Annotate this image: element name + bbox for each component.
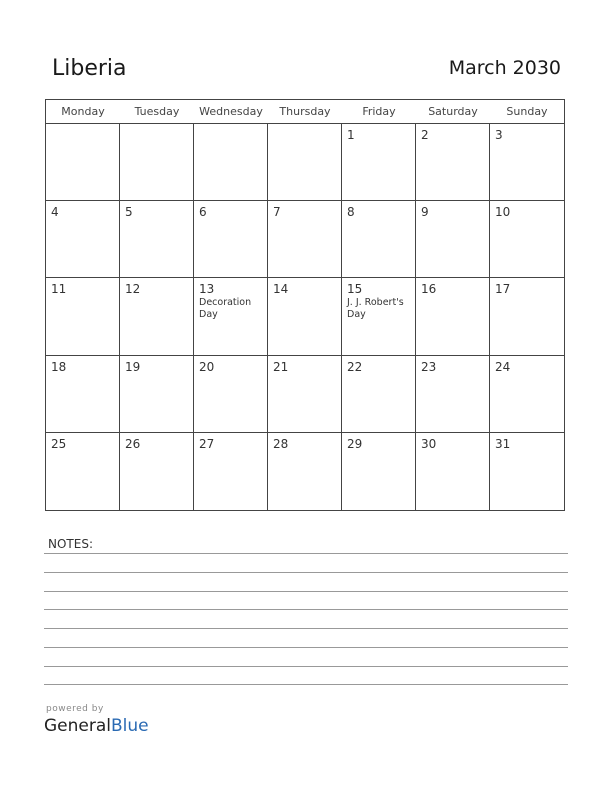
day-cell[interactable]: [490, 433, 564, 510]
day-number: 11: [51, 282, 67, 297]
day-cell[interactable]: [268, 124, 342, 201]
notes-line[interactable]: [44, 553, 568, 554]
notes-line[interactable]: [44, 647, 568, 648]
notes-line[interactable]: [44, 591, 568, 592]
day-cell[interactable]: [46, 278, 120, 355]
day-number: 27: [199, 436, 215, 451]
day-cell[interactable]: [268, 356, 342, 433]
brand-logo: [44, 716, 149, 736]
day-number: 28: [273, 436, 289, 451]
notes-line[interactable]: [44, 609, 568, 610]
notes-line[interactable]: [44, 628, 568, 629]
notes-line[interactable]: [44, 666, 568, 667]
day-cell[interactable]: [268, 433, 342, 510]
notes-line[interactable]: [44, 684, 568, 685]
day-number: 10: [495, 205, 511, 220]
day-cell[interactable]: [46, 201, 120, 278]
weekday-header: Wednesday: [194, 100, 268, 124]
day-number: 14: [273, 282, 289, 297]
day-number: 9: [421, 205, 429, 220]
day-cell[interactable]: [120, 201, 194, 278]
day-cell[interactable]: [46, 356, 120, 433]
day-cell[interactable]: [490, 356, 564, 433]
month-title: March 2030: [448, 57, 561, 79]
day-cell[interactable]: [342, 356, 416, 433]
day-cell[interactable]: [416, 356, 490, 433]
day-cell[interactable]: [416, 124, 490, 201]
weekday-header: Monday: [46, 100, 120, 124]
weekday-header: Sunday: [490, 100, 564, 124]
day-number: 24: [495, 359, 511, 374]
day-number: 29: [347, 436, 363, 451]
day-number: 18: [51, 359, 67, 374]
day-cell[interactable]: [490, 124, 564, 201]
weekday-header: Friday: [342, 100, 416, 124]
day-cell[interactable]: [342, 124, 416, 201]
day-number: 6: [199, 205, 207, 220]
weekday-header: Thursday: [268, 100, 342, 124]
day-cell[interactable]: [46, 433, 120, 510]
day-number: 21: [273, 359, 289, 374]
day-cell[interactable]: [46, 124, 120, 201]
day-number: 25: [51, 436, 67, 451]
day-cell[interactable]: [120, 356, 194, 433]
day-cell[interactable]: [342, 201, 416, 278]
notes-line[interactable]: [44, 572, 568, 573]
day-cell[interactable]: [342, 278, 416, 355]
day-number: 16: [421, 282, 437, 297]
day-cell[interactable]: [194, 124, 268, 201]
day-number: 31: [495, 436, 511, 451]
day-cell[interactable]: [120, 433, 194, 510]
weekday-header: Saturday: [416, 100, 490, 124]
day-cell[interactable]: [194, 278, 268, 355]
day-cell[interactable]: [194, 433, 268, 510]
day-number: 8: [347, 205, 355, 220]
calendar-grid: [45, 99, 565, 511]
day-cell[interactable]: [120, 278, 194, 355]
day-number: 3: [495, 128, 503, 142]
powered-by: powered by: [46, 704, 104, 714]
day-number: 4: [51, 205, 59, 220]
day-number: 1: [347, 128, 355, 142]
day-cell[interactable]: [120, 124, 194, 201]
day-cell[interactable]: [416, 278, 490, 355]
day-number: 19: [125, 359, 141, 374]
day-cell[interactable]: [342, 433, 416, 510]
day-number: 12: [125, 282, 141, 297]
notes-label: NOTES:: [48, 537, 93, 551]
weekday-header: Tuesday: [120, 100, 194, 124]
day-cell[interactable]: [194, 356, 268, 433]
day-cell[interactable]: [268, 201, 342, 278]
day-number: 2: [421, 128, 429, 142]
brand-general: General: [44, 716, 111, 736]
day-number: 13: [199, 282, 215, 297]
day-number: 15: [347, 282, 363, 297]
holiday-label: J. J. Robert's Day: [347, 297, 404, 321]
day-number: 23: [421, 359, 437, 374]
day-number: 7: [273, 205, 281, 220]
day-cell[interactable]: [268, 278, 342, 355]
day-number: 5: [125, 205, 133, 220]
day-number: 17: [495, 282, 511, 297]
day-cell[interactable]: [490, 278, 564, 355]
day-number: 22: [347, 359, 363, 374]
day-cell[interactable]: [194, 201, 268, 278]
brand-blue: Blue: [111, 716, 149, 736]
day-number: 20: [199, 359, 215, 374]
country-title: Liberia: [52, 56, 127, 81]
holiday-label: Decoration Day: [199, 297, 252, 321]
day-cell[interactable]: [490, 201, 564, 278]
day-number: 26: [125, 436, 141, 451]
day-number: 30: [421, 436, 437, 451]
day-cell[interactable]: [416, 433, 490, 510]
day-cell[interactable]: [416, 201, 490, 278]
